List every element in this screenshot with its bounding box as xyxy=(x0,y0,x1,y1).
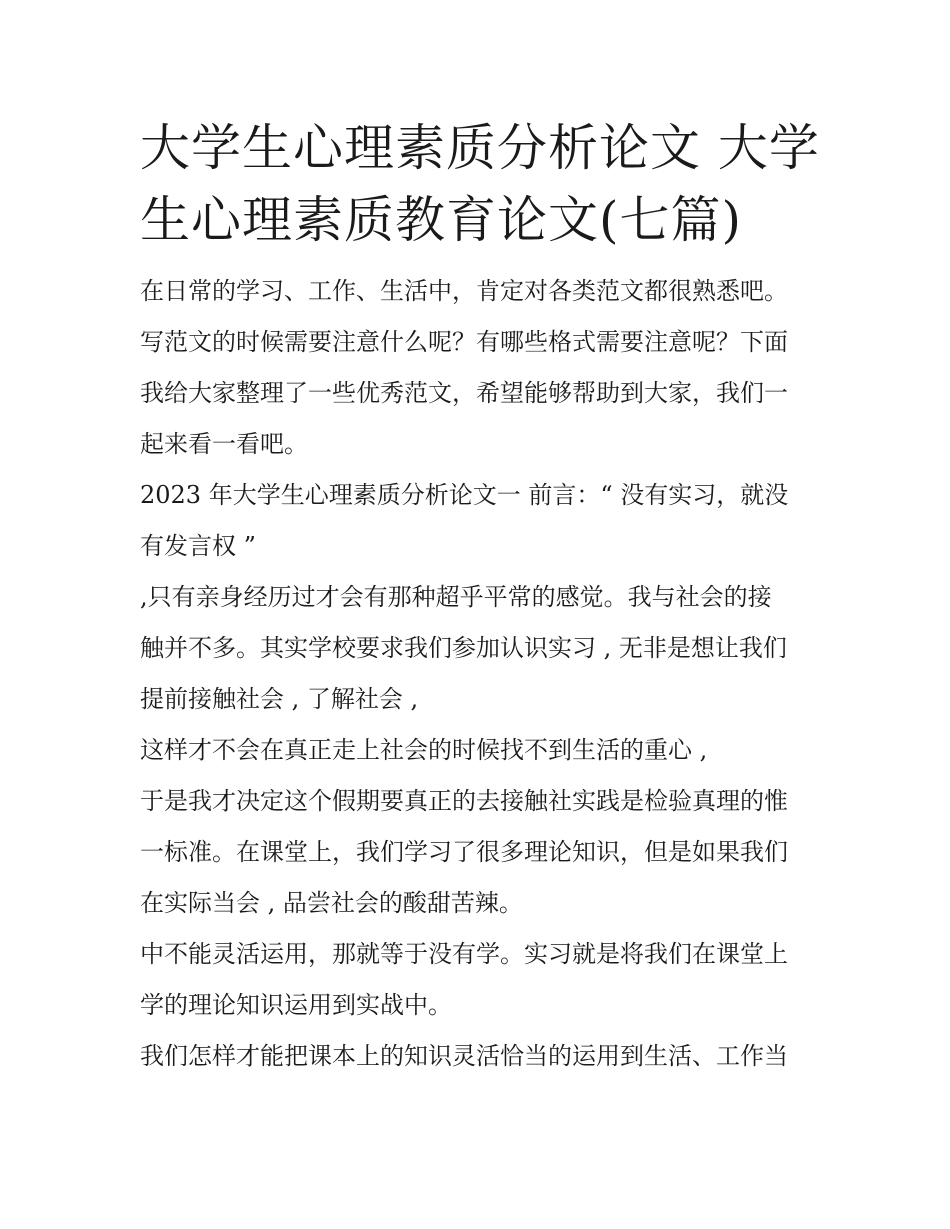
title-line: 大学生心理素质分析论文 大学 xyxy=(140,119,820,177)
text-line: 2023 年大学生心理素质分析论文一 前言：“ 没有实习，就没 xyxy=(140,481,789,509)
title-line: 生心理素质教育论文(七篇) xyxy=(140,191,743,249)
document-title xyxy=(140,112,820,256)
paragraph-practice xyxy=(140,776,816,929)
document-page xyxy=(140,112,820,1082)
text-line: 有发言权 ” xyxy=(140,532,256,560)
text-line: 学的理论知识运用到实战中。 xyxy=(140,991,452,1019)
text-line: 提前接触社会 , 了解社会 , xyxy=(140,685,419,713)
paragraph-application xyxy=(140,929,816,1031)
text-line: ,只有亲身经历过才会有那种超乎平常的感觉。我与社会的接 xyxy=(140,583,772,611)
text-line: 我给大家整理了一些优秀范文，希望能够帮助到大家，我们一 xyxy=(140,379,788,407)
paragraph-question xyxy=(140,1031,816,1082)
text-line: 在日常的学习、工作、生活中，肯定对各类范文都很熟悉吧。 xyxy=(140,277,788,305)
text-line: 中不能灵活运用，那就等于没有学。实习就是将我们在课堂上 xyxy=(140,940,788,968)
document-body xyxy=(140,266,816,1082)
text-line: 起来看一看吧。 xyxy=(140,430,308,458)
paragraph-intro xyxy=(140,266,816,470)
text-line: 一标准。在课堂上，我们学习了很多理论知识，但是如果我们 xyxy=(140,838,788,866)
text-line: 我们怎样才能把课本上的知识灵活恰当的运用到生活、工作当 xyxy=(140,1042,788,1070)
paragraph-essay-heading xyxy=(140,470,816,572)
text-line: 这样才不会在真正走上社会的时候找不到生活的重心 , xyxy=(140,736,708,764)
text-line: 于是我才决定这个假期要真正的去接触社实践是检验真理的惟 xyxy=(140,787,788,815)
paragraph-society xyxy=(140,725,816,776)
text-line: 在实际当会 , 品尝社会的酸甜苦辣。 xyxy=(140,889,523,917)
text-line: 写范文的时候需要注意什么呢？有哪些格式需要注意呢？下面 xyxy=(140,328,788,356)
paragraph-experience xyxy=(140,572,816,725)
text-line: 触并不多。其实学校要求我们参加认识实习 , 无非是想让我们 xyxy=(140,634,787,662)
